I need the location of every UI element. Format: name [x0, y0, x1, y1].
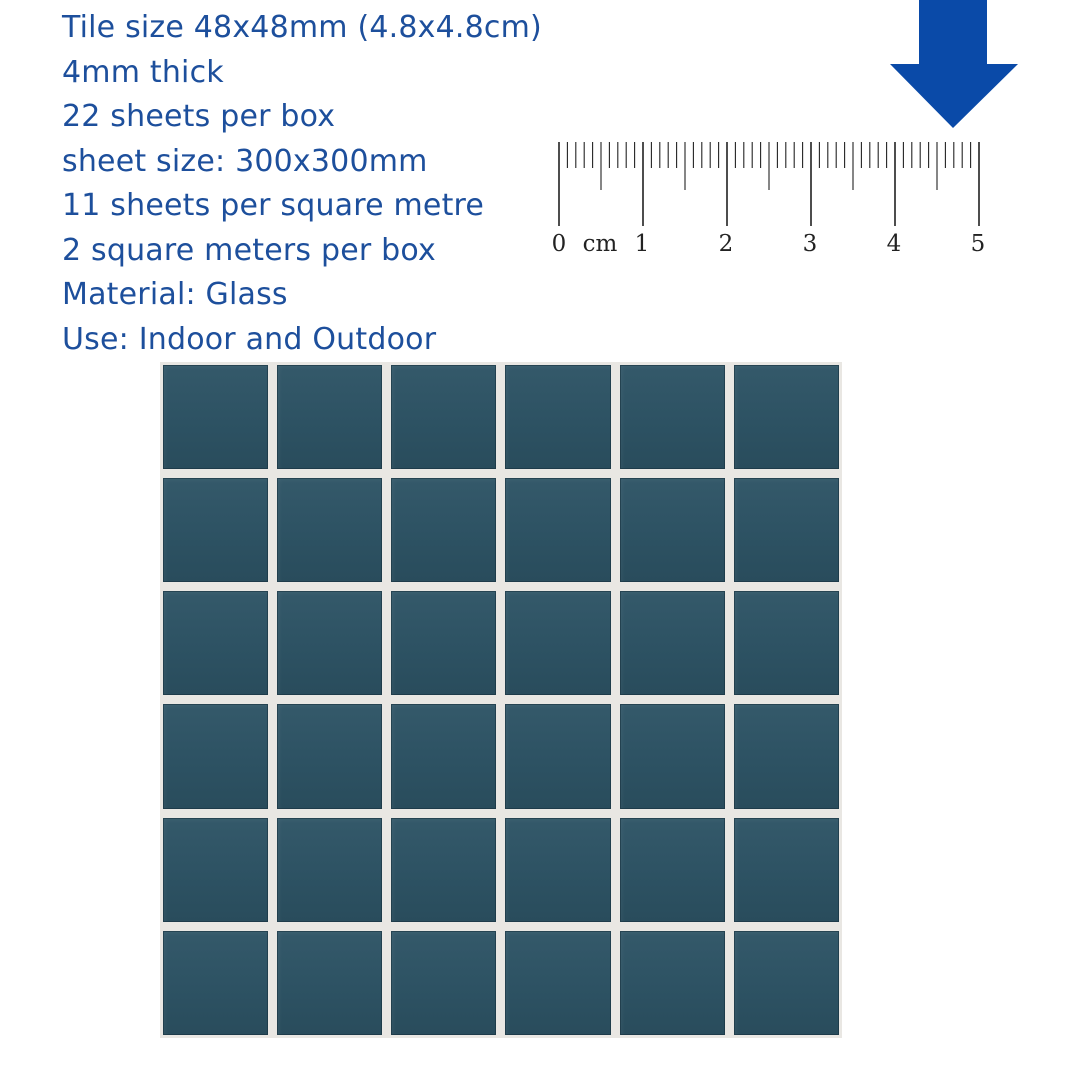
mosaic-tile [734, 818, 839, 922]
ruler-ticks [559, 142, 979, 226]
spec-sheets-per-box: 22 sheets per box [62, 99, 336, 134]
mosaic-tile [620, 365, 725, 469]
spec-material: Material: Glass [62, 277, 288, 312]
mosaic-tile [391, 818, 496, 922]
ruler-number-0: 0 [551, 231, 567, 257]
mosaic-tile [505, 931, 610, 1035]
spec-sheets-per-square-metre: 11 sheets per square metre [62, 188, 485, 223]
mosaic-tile [734, 365, 839, 469]
mosaic-tile [734, 931, 839, 1035]
mosaic-tile-sheet [160, 362, 842, 1038]
mosaic-tile [620, 931, 725, 1035]
mosaic-tile [505, 365, 610, 469]
mosaic-tile [277, 478, 382, 582]
ruler-number-1: 1 [634, 231, 650, 257]
mosaic-tile [277, 931, 382, 1035]
ruler-unit-label: cm [582, 231, 618, 257]
mosaic-tile [391, 931, 496, 1035]
mosaic-tile [163, 478, 268, 582]
mosaic-tile [391, 591, 496, 695]
mosaic-tile [391, 478, 496, 582]
spec-sheet-size: sheet size: 300x300mm [62, 143, 428, 179]
mosaic-tile [163, 704, 268, 808]
spec-thickness: 4mm thick [62, 54, 224, 90]
ruler-number-5: 5 [970, 231, 986, 257]
mosaic-tile [734, 704, 839, 808]
ruler-number-4: 4 [886, 231, 902, 257]
mosaic-tile [505, 818, 610, 922]
mosaic-tile [277, 704, 382, 808]
mosaic-tile [505, 704, 610, 808]
mosaic-tile [620, 591, 725, 695]
mosaic-tile [163, 591, 268, 695]
mosaic-tile [391, 365, 496, 469]
ruler [540, 130, 1000, 260]
mosaic-tile [391, 704, 496, 808]
ruler-number-2: 2 [718, 231, 734, 257]
spec-list [62, 6, 542, 362]
spec-tile-size: Tile size 48x48mm (4.8x4.8cm) [62, 10, 542, 45]
mosaic-tile [277, 365, 382, 469]
mosaic-tile [163, 931, 268, 1035]
mosaic-tile [163, 365, 268, 469]
mosaic-tile [277, 591, 382, 695]
mosaic-tile [734, 478, 839, 582]
mosaic-tile [620, 704, 725, 808]
mosaic-tile [620, 818, 725, 922]
mosaic-tile [620, 478, 725, 582]
spec-square-meters-per-box: 2 square meters per box [62, 232, 436, 268]
mosaic-tile [734, 591, 839, 695]
mosaic-tile [505, 478, 610, 582]
down-arrow-icon [890, 0, 1020, 130]
spec-use: Use: Indoor and Outdoor [62, 321, 437, 357]
ruler-number-3: 3 [802, 231, 818, 257]
mosaic-tile [505, 591, 610, 695]
mosaic-tile [163, 818, 268, 922]
mosaic-tile [277, 818, 382, 922]
